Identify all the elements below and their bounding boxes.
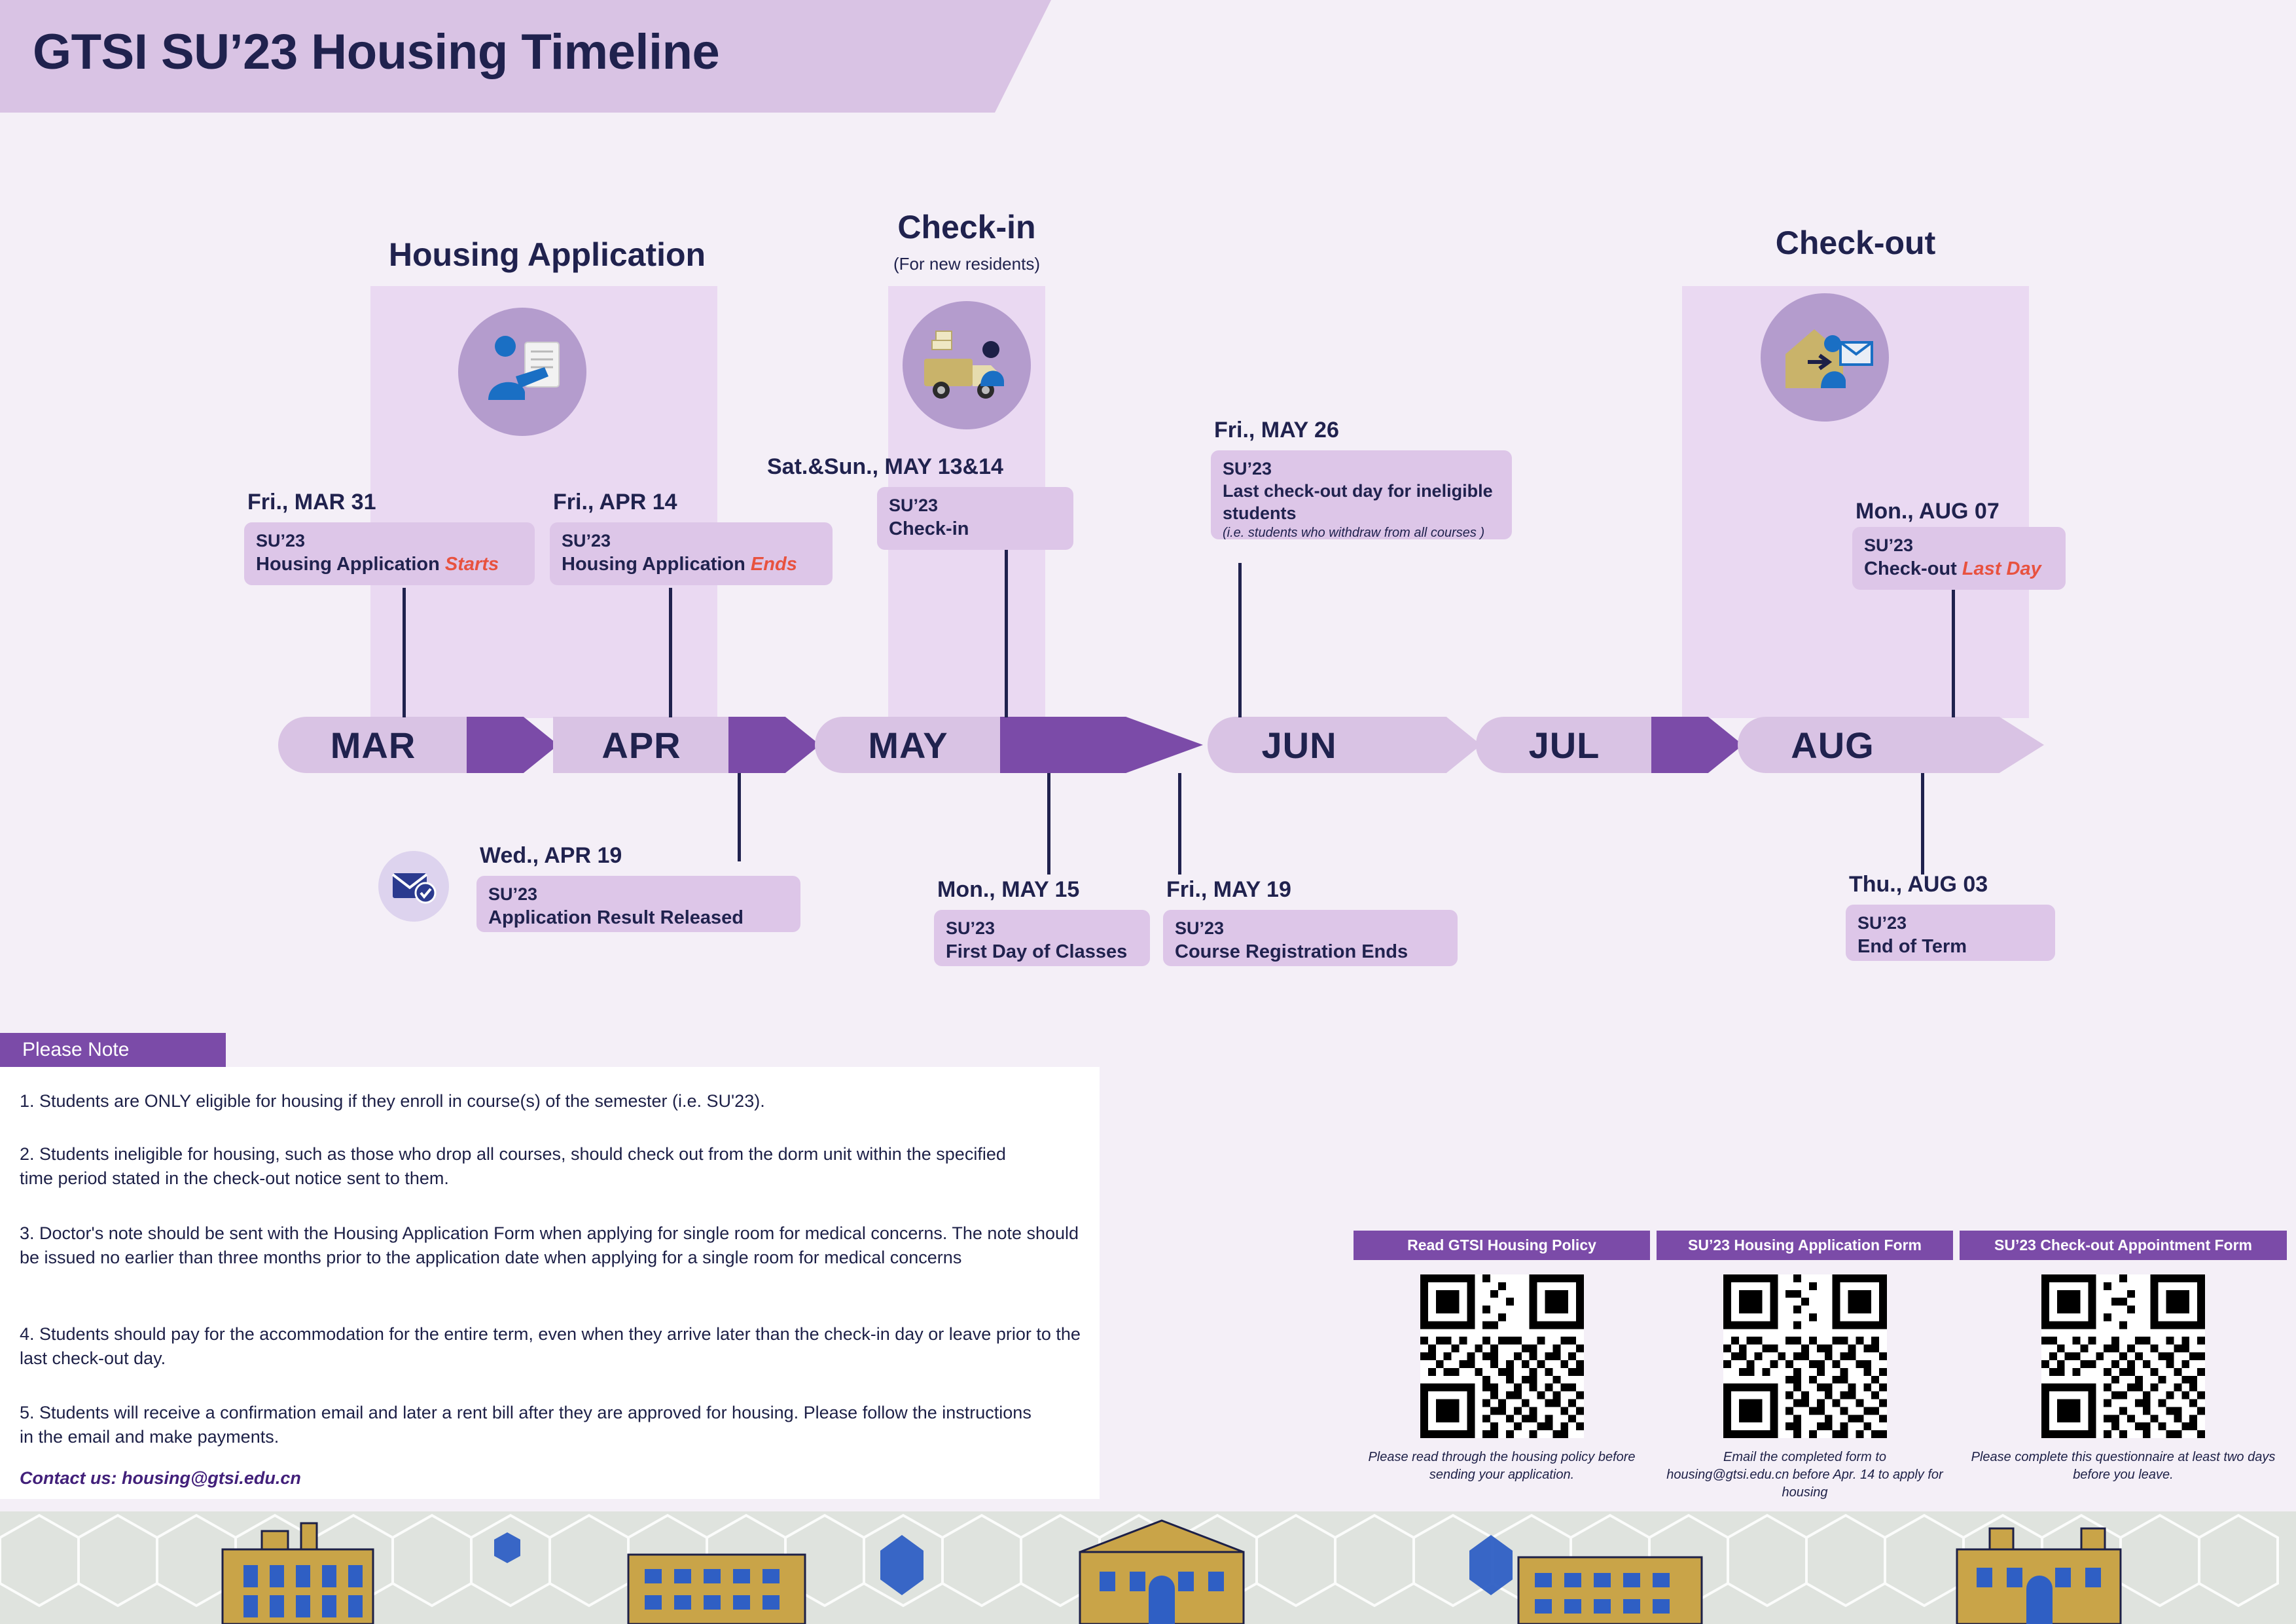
month-label-apr: APR (553, 717, 730, 773)
event-tag: SU’23 (488, 884, 538, 904)
event-text: End of Term (1857, 935, 1967, 957)
event-date-aug03: Thu., AUG 03 (1849, 872, 1988, 897)
event-text: First Day of Classes (946, 941, 1128, 962)
please-note-tab: Please Note (0, 1033, 226, 1067)
month-arrow-apr (728, 717, 820, 773)
connector-aug07 (1952, 588, 1955, 717)
event-date-aug07: Mon., AUG 07 (1856, 499, 2000, 524)
event-accent: Ends (750, 553, 797, 575)
qr-caption: Please complete this questionnaire at least two days before you leave. (1971, 1450, 2276, 1482)
month-segment-may[interactable] (815, 717, 1203, 773)
note-item-1: 1. Students are ONLY eligible for housing if they enroll in course(s) of the semester (i.e. SU'23). (20, 1091, 765, 1111)
event-text: Housing Application Starts (256, 553, 499, 575)
event-tag: SU’23 (889, 496, 939, 515)
event-card-may13-14 (877, 487, 1073, 550)
event-text: Check-out Last Day (1864, 558, 2041, 579)
event-tag: SU’23 (1223, 459, 1272, 478)
month-arrow-aug (1926, 717, 2044, 773)
month-segment-apr[interactable] (553, 717, 820, 773)
event-date-may26: Fri., MAY 26 (1214, 418, 1339, 442)
page-title: GTSI SU’23 Housing Timeline (33, 24, 720, 80)
email-result-icon (378, 851, 449, 922)
event-date-apr14: Fri., APR 14 (553, 490, 677, 514)
note-item-3: 3. Doctor's note should be sent with the Housing Application Form when applying for single room for medical concerns. The note should be issued no earlier than three months prior to the application date when applying for a single room for medical concerns (20, 1223, 1079, 1268)
month-arrow-may (1000, 717, 1203, 773)
connector-may13 (1005, 537, 1008, 717)
event-accent: Starts (444, 553, 499, 575)
qr-caption: Email the completed form to housing@gtsi.edu.cn before Apr. 14 to apply for housing (1666, 1450, 1943, 1500)
contact-line: Contact us: housing@gtsi.edu.cn (20, 1468, 301, 1488)
connector-may19 (1178, 773, 1181, 875)
event-accent: Last Day (1962, 558, 2041, 579)
qr-block-housing-policy[interactable] (1354, 1231, 1650, 1484)
connector-apr14 (669, 588, 672, 717)
connector-aug03 (1921, 773, 1924, 875)
qr-caption: Please read through the housing policy before sending your application. (1368, 1450, 1636, 1482)
event-card-aug03 (1846, 905, 2055, 961)
qr-code-application-form[interactable] (1723, 1274, 1887, 1438)
month-arrow-mar (467, 717, 558, 773)
qr-title: SU’23 Housing Application Form (1657, 1231, 1953, 1260)
event-tag: SU’23 (1175, 918, 1225, 938)
house-leaving-icon (1761, 293, 1889, 422)
qr-code-housing-policy[interactable] (1420, 1274, 1584, 1438)
event-tag: SU’23 (1864, 535, 1914, 555)
event-tag: SU’23 (562, 531, 611, 550)
connector-may15 (1047, 773, 1050, 875)
timeline-bar (278, 717, 2189, 773)
section-title-check-in: Check-in (897, 209, 1036, 245)
event-card-apr14 (550, 522, 833, 585)
moving-truck-icon (903, 301, 1031, 429)
qr-title: SU’23 Check-out Appointment Form (1960, 1231, 2287, 1260)
month-label-may: MAY (815, 717, 1001, 773)
event-card-apr19 (476, 876, 800, 932)
month-label-jun: JUN (1208, 717, 1391, 773)
event-text: Check-in (889, 518, 969, 539)
connector-apr19 (738, 773, 741, 861)
event-date-mar31: Fri., MAR 31 (247, 490, 376, 514)
event-card-may19 (1163, 910, 1458, 966)
event-text: Course Registration Ends (1175, 941, 1408, 962)
event-note: (i.e. students who withdraw from all courses ) (1223, 526, 1485, 541)
event-card-aug07 (1852, 527, 2066, 590)
note-item-2: 2. Students ineligible for housing, such as those who drop all courses, should check out from the dorm unit within the specified time period stated in the check-out notice sent to them. (20, 1144, 1006, 1189)
event-text: Application Result Released (488, 907, 744, 928)
event-date-may15: Mon., MAY 15 (937, 877, 1080, 902)
section-title-housing-application: Housing Application (388, 236, 706, 273)
event-card-mar31 (244, 522, 535, 585)
month-label-mar: MAR (278, 717, 468, 773)
event-tag: SU’23 (946, 918, 996, 938)
month-arrow-jun (1390, 717, 1481, 773)
event-date-may19: Fri., MAY 19 (1166, 877, 1291, 902)
event-tag: SU’23 (256, 531, 306, 550)
connector-mar31 (403, 588, 406, 717)
person-with-form-icon (458, 308, 586, 436)
qr-block-checkout-appointment[interactable] (1960, 1231, 2287, 1484)
qr-title: Read GTSI Housing Policy (1354, 1231, 1650, 1260)
event-tag: SU’23 (1857, 913, 1907, 933)
month-label-aug: AUG (1738, 717, 1928, 773)
month-segment-jun[interactable] (1208, 717, 1481, 773)
event-date-may13-14: Sat.&Sun., MAY 13&14 (767, 454, 1003, 479)
event-card-may26 (1211, 450, 1512, 539)
footer-campus-illustration (0, 1511, 2296, 1624)
month-segment-aug[interactable] (1738, 717, 2044, 773)
note-item-4: 4. Students should pay for the accommodation for the entire term, even when they arrive later than the check-in day or leave prior to the last check-out day. (20, 1324, 1081, 1369)
event-date-apr19: Wed., APR 19 (480, 843, 622, 868)
qr-block-application-form[interactable] (1657, 1231, 1953, 1502)
section-subtitle-check-in: (For new residents) (893, 254, 1040, 274)
month-segment-mar[interactable] (278, 717, 558, 773)
qr-code-checkout-appointment[interactable] (2041, 1274, 2205, 1438)
event-text: Housing Application Ends (562, 553, 797, 575)
connector-may26 (1238, 563, 1242, 717)
month-label-jul: JUL (1476, 717, 1653, 773)
month-arrow-jul (1651, 717, 1743, 773)
event-card-may15 (934, 910, 1150, 966)
note-item-5: 5. Students will receive a confirmation email and later a rent bill after they are approved for housing. Please follow the instructions in the email and make payments. (20, 1403, 1031, 1447)
month-segment-jul[interactable] (1476, 717, 1743, 773)
section-title-check-out: Check-out (1775, 225, 1936, 261)
event-text: Last check-out day for ineligible students (1223, 480, 1493, 523)
